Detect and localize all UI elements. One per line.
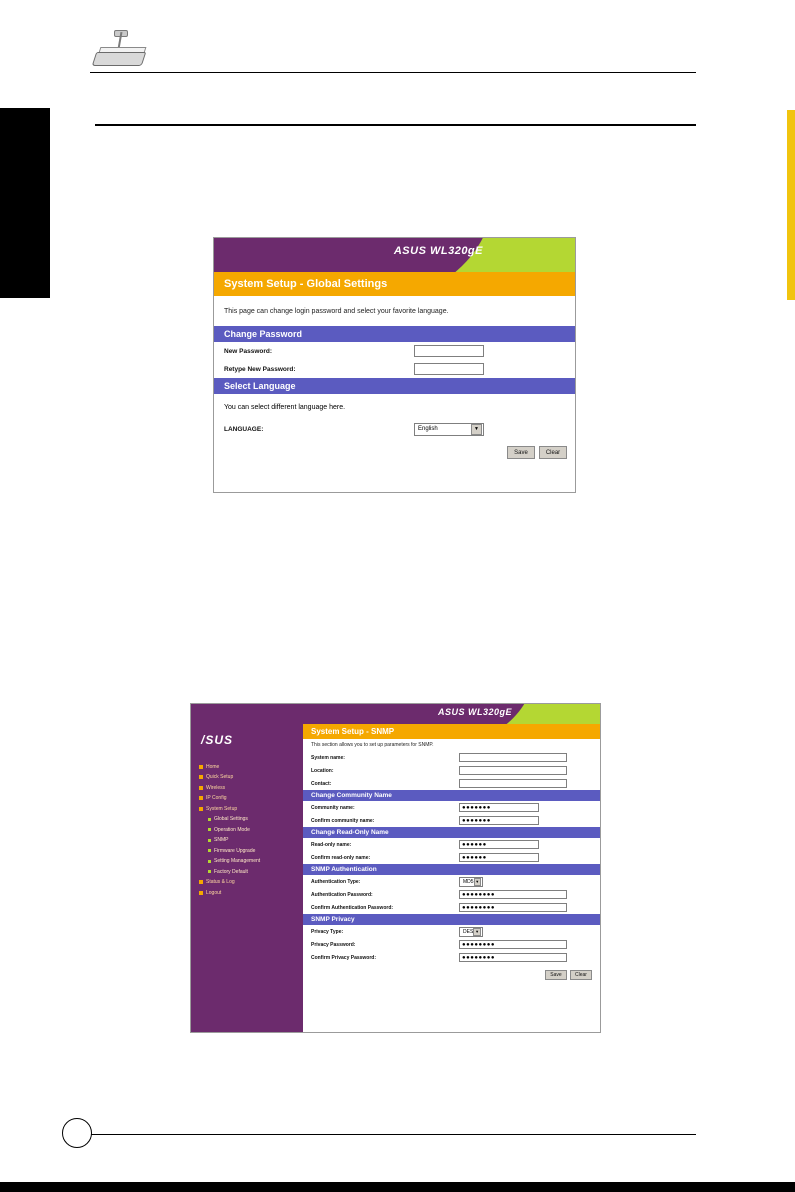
sidebar-item-wireless[interactable]: [199, 783, 303, 792]
figure2-field-location: [303, 764, 600, 777]
sidebar-item-label: Logout: [206, 889, 222, 896]
page-bottom-bar: [0, 1182, 795, 1192]
figure2-field-privacy-password: [303, 938, 600, 951]
figure2-page-description: This section allows you to set up parameters for SNMP.: [303, 739, 600, 751]
bullet-icon: [208, 860, 211, 863]
page-accent-bar: [787, 110, 795, 300]
sidebar-item-label: Home: [206, 763, 220, 770]
bullet-icon: [199, 880, 203, 884]
figure2-label-system-name: System name:: [311, 754, 345, 761]
screenshot-global-settings: [213, 237, 576, 493]
sidebar-item-label: IP Config: [206, 795, 227, 801]
system-name-input[interactable]: [459, 753, 567, 762]
authentication-type-select[interactable]: [459, 877, 483, 887]
figure1-page-title: System Setup - Global Settings: [214, 272, 575, 296]
privacy-type-value: DES: [463, 928, 474, 935]
sidebar-item-setting-management[interactable]: [199, 857, 303, 866]
sidebar-item-label: Quick Setup: [206, 774, 234, 780]
asus-logo: /SUS: [201, 733, 234, 747]
bullet-icon: [208, 818, 211, 821]
bullet-icon: [208, 839, 211, 842]
header-divider: [90, 72, 696, 73]
figure1-model-name: ASUS WL320gE: [393, 245, 483, 257]
figure1-label-language: LANGUAGE:: [224, 425, 264, 433]
figure2-field-confirm-privacy-password: [303, 951, 600, 964]
figure1-field-language: [214, 420, 575, 438]
figure1-field-retype-password: [214, 360, 575, 378]
figure2-label-confirm-community-name: Confirm community name:: [311, 817, 375, 824]
figure2-banner: [191, 704, 600, 724]
figure2-label-confirm-privacy-password: Confirm Privacy Password:: [311, 954, 377, 961]
figure1-save-button[interactable]: Save: [507, 446, 535, 459]
figure1-section-select-language: Select Language: [214, 378, 575, 394]
figure2-label-community-name: Community name:: [311, 804, 355, 811]
figure2-label-confirm-read-only-name: Confirm read-only name:: [311, 854, 371, 861]
figure1-section-change-password: Change Password: [214, 326, 575, 342]
sidebar-item-firmware-upgrade[interactable]: [199, 846, 303, 855]
location-input[interactable]: [459, 766, 567, 775]
figure2-label-contact: Contact:: [311, 780, 332, 787]
bullet-icon: [199, 807, 203, 811]
page-number: [62, 1118, 92, 1148]
bullet-icon: [199, 891, 203, 895]
chevron-down-icon[interactable]: ▼: [471, 424, 482, 435]
sidebar-item-operation-mode[interactable]: [199, 825, 303, 834]
figure1-language-note: You can select different language here.: [224, 403, 346, 411]
figure2-section-change-read-only-name: Change Read-Only Name: [303, 827, 600, 838]
figure2-page-title: System Setup - SNMP: [303, 724, 600, 739]
figure2-label-privacy-password: Privacy Password:: [311, 941, 356, 948]
confirm-privacy-password-input[interactable]: ●●●●●●●●: [459, 953, 567, 962]
new-password-input[interactable]: [414, 345, 484, 357]
figure1-label-retype-password: Retype New Password:: [224, 365, 296, 373]
figure2-label-privacy-type: Privacy Type:: [311, 928, 344, 935]
header-divider-secondary: [95, 124, 696, 126]
figure2-field-community-name: [303, 801, 600, 814]
sidebar-item-label: Firmware Upgrade: [214, 847, 256, 854]
bullet-icon: [199, 775, 203, 779]
authentication-password-input[interactable]: ●●●●●●●●: [459, 890, 567, 899]
figure2-section-snmp-privacy: SNMP Privacy: [303, 914, 600, 925]
figure2-label-location: Location:: [311, 767, 334, 774]
contact-input[interactable]: [459, 779, 567, 788]
retype-password-input[interactable]: [414, 363, 484, 375]
sidebar-item-snmp[interactable]: [199, 836, 303, 845]
bullet-icon: [199, 796, 203, 800]
language-select[interactable]: [414, 423, 484, 436]
figure2-field-privacy-type: [303, 925, 600, 938]
figure1-button-row: [214, 438, 575, 459]
privacy-password-input[interactable]: ●●●●●●●●: [459, 940, 567, 949]
chevron-down-icon[interactable]: ▼: [475, 879, 480, 884]
figure2-label-authentication-password: Authentication Password:: [311, 891, 373, 898]
bullet-icon: [208, 849, 211, 852]
figure2-button-row: [303, 964, 600, 980]
read-only-name-input[interactable]: ●●●●●●: [459, 840, 539, 849]
sidebar-item-factory-default[interactable]: [199, 867, 303, 876]
figure2-model-name: ASUS WL320gE: [437, 707, 512, 717]
sidebar-item-label: Status & Log: [206, 879, 235, 885]
figure1-field-new-password: [214, 342, 575, 360]
figure1-page-description: This page can change login password and select your favorite language.: [214, 296, 575, 326]
sidebar-item-label: Wireless: [206, 784, 226, 791]
wireless-router-icon: [92, 30, 148, 70]
sidebar-item-label: Global Settings: [214, 816, 248, 822]
sidebar-item-quick-setup[interactable]: [199, 773, 303, 782]
figure2-content: [303, 724, 600, 1032]
figure2-field-system-name: [303, 751, 600, 764]
community-name-input[interactable]: ●●●●●●●: [459, 803, 539, 812]
figure2-section-change-community-name: Change Community Name: [303, 790, 600, 801]
figure2-sidebar: [191, 724, 303, 1032]
sidebar-item-ip-config[interactable]: [199, 794, 303, 803]
sidebar-item-logout[interactable]: [199, 888, 303, 897]
figure2-field-authentication-type: [303, 875, 600, 888]
sidebar-item-label: Operation Mode: [214, 826, 250, 833]
chevron-down-icon[interactable]: ▼: [475, 929, 480, 934]
confirm-read-only-name-input[interactable]: ●●●●●●: [459, 853, 539, 862]
footer-divider: [90, 1134, 696, 1135]
language-select-value: English: [418, 426, 438, 432]
chapter-tab-marker: [0, 108, 50, 298]
figure1-banner: [214, 238, 575, 272]
confirm-community-name-input[interactable]: ●●●●●●●: [459, 816, 539, 825]
figure2-field-confirm-authentication-password: [303, 901, 600, 914]
sidebar-item-label: Setting Management: [214, 858, 261, 864]
sidebar-nav: [191, 756, 303, 897]
sidebar-item-label: SNMP: [214, 837, 229, 843]
bullet-icon: [208, 870, 211, 873]
confirm-authentication-password-input[interactable]: ●●●●●●●●: [459, 903, 567, 912]
sidebar-item-system-setup[interactable]: [199, 804, 303, 813]
bullet-icon: [199, 765, 203, 769]
figure2-field-contact: [303, 777, 600, 790]
bullet-icon: [208, 828, 211, 831]
figure2-label-authentication-type: Authentication Type:: [311, 878, 361, 885]
sidebar-item-global-settings[interactable]: [199, 815, 303, 824]
sidebar-item-label: System Setup: [206, 805, 238, 812]
figure2-field-read-only-name: [303, 838, 600, 851]
sidebar-item-home[interactable]: [199, 762, 303, 771]
bullet-icon: [199, 786, 203, 790]
sidebar-item-status-log[interactable]: [199, 878, 303, 887]
sidebar-item-label: Factory Default: [214, 868, 248, 875]
figure1-label-new-password: New Password:: [224, 347, 273, 355]
figure2-field-confirm-read-only-name: [303, 851, 600, 864]
figure2-label-read-only-name: Read-only name:: [311, 841, 352, 848]
figure2-field-confirm-community-name: [303, 814, 600, 827]
authentication-type-value: MD5: [463, 878, 474, 885]
figure2-clear-button[interactable]: Clear: [570, 970, 592, 980]
figure2-save-button[interactable]: Save: [545, 970, 567, 980]
privacy-type-select[interactable]: [459, 927, 483, 937]
figure1-clear-button[interactable]: Clear: [539, 446, 567, 459]
figure2-section-snmp-authentication: SNMP Authentication: [303, 864, 600, 875]
screenshot-snmp-settings: [190, 703, 601, 1033]
figure2-field-authentication-password: [303, 888, 600, 901]
figure2-label-confirm-authentication-password: Confirm Authentication Password:: [311, 904, 394, 911]
